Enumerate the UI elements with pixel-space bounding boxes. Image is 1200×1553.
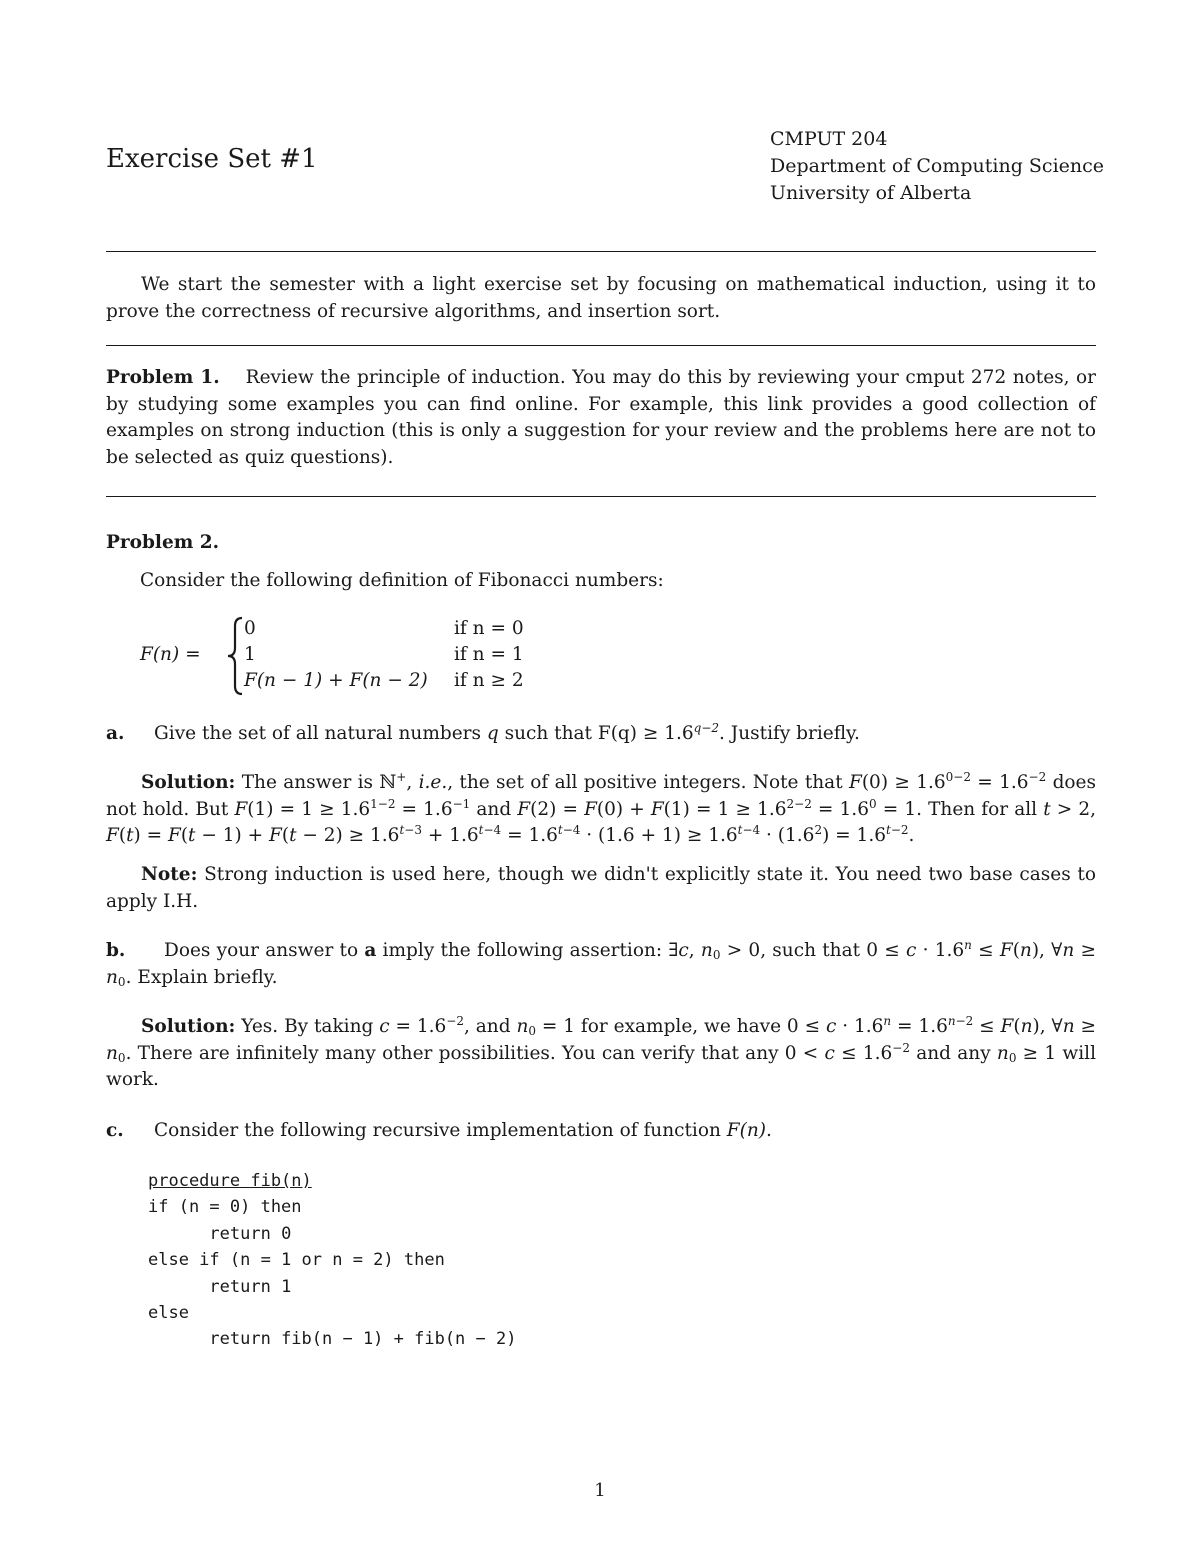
fibonacci-definition xyxy=(140,614,560,694)
part-a-label: a. xyxy=(106,723,125,744)
part-c-text-post: . xyxy=(765,1120,772,1141)
case-cond-1: if n = 1 xyxy=(454,644,524,665)
part-a-question-exp: q−2 xyxy=(693,721,720,735)
problem-1 xyxy=(106,365,1096,471)
part-c-label: c. xyxy=(106,1120,124,1141)
pseudocode-block xyxy=(148,1168,516,1353)
part-a-note-label: Note: xyxy=(141,864,198,885)
part-a-note-text: Strong induction is used here, though we didn't explicitly state it. You need two base cases to apply I.H. xyxy=(106,864,1096,912)
part-a-question-mid: such that F(q) ≥ 1.6 xyxy=(504,723,694,744)
problem-2-label: Problem 2. xyxy=(106,532,220,553)
part-a-question-post: . Justify briefly. xyxy=(719,723,860,744)
divider-rule xyxy=(106,345,1096,346)
problem-2-heading xyxy=(106,530,1096,557)
department-name: Department of Computing Science xyxy=(770,155,1105,177)
problem-2-intro: Consider the following definition of Fibonacci numbers: xyxy=(140,570,664,591)
divider-rule xyxy=(106,251,1096,252)
course-code: CMPUT 204 xyxy=(770,128,888,150)
university-name: University of Alberta xyxy=(770,182,972,204)
case-expr-2: F(n − 1) + F(n − 2) xyxy=(244,670,428,691)
divider-rule xyxy=(106,496,1096,497)
problem-1-label: Problem 1. xyxy=(106,367,220,388)
case-expr-1: 1 xyxy=(244,644,256,665)
part-b-label: b. xyxy=(106,940,126,961)
case-cond-2: if n ≥ 2 xyxy=(454,670,524,691)
code-return-0: return 0 xyxy=(209,1223,292,1244)
part-b-solution: Solution: Yes. By taking $c = 1.6^{-2}$, and $n_0 = 1$ for example, we have $0 \le c \cdot 1.6^n = 1.6^{n-2} \le F(n)$, ∀n ≥ $n_0$. There are infinitely many other possibilities. You can verify that any $0 < c \le 1.6^{-2}$ and any $n_0 \ge 1$ will work. xyxy=(106,1014,1097,1090)
part-a-solution: Solution: The answer is ℕ+, i.e., the set of all positive integers. Note that $F(0) \ge 1.6^{0-2} = 1.6^{-2}$ does not hold. But $F(1) = 1 \ge 1.6^{1-2} = 1.6^{-1}$ and $F(2) = F(0) + F(1) = 1 \ge 1.6^{2-2} = 1.6^0 = 1$. Then for all t > 2, $F(t) = F(t - 1) + F(t - 2) \ge 1.6^{t-3} + 1.6^{t-4} = 1.6^{t-4} \cdot (1.6 + 1) \ge 1.6^{t-4} \cdot (1.6^2) = 1.6^{t-2}$. xyxy=(106,770,1097,846)
code-header: procedure fib(n) xyxy=(148,1171,312,1191)
part-a-question: a. Give the set of all natural numbers q such that $F(q) \ge 1.6^{q-2}$. Justify briefly. xyxy=(106,721,1096,748)
document-title: Exercise Set #1 xyxy=(106,144,318,174)
code-if-line: if (n = 0) then xyxy=(148,1197,302,1218)
code-return-1: return 1 xyxy=(209,1276,292,1297)
code-else-line: else xyxy=(148,1303,189,1324)
part-c-text: Consider the following recursive implementation of function xyxy=(154,1120,721,1141)
left-brace-icon xyxy=(224,616,246,696)
part-a-solution-label: Solution: xyxy=(141,772,236,793)
definition-lhs: F(n) = xyxy=(140,644,201,665)
page-number: 1 xyxy=(594,1480,606,1501)
part-a-question-pre: Give the set of all natural numbers xyxy=(154,723,481,744)
part-b-question: b. Does your answer to a imply the following assertion: ∃c, $n_0 > 0$, such that $0 \le c \cdot 1.6^n \le F(n)$, ∀n ≥ $n_0$. Explain briefly. xyxy=(106,938,1096,989)
case-expr-0: 0 xyxy=(244,618,256,639)
header-info xyxy=(770,126,1104,207)
part-c-question xyxy=(106,1118,1096,1145)
problem-1-text: Review the principle of induction. You may do this by reviewing your cmput 272 notes, or by studying some examples you can find online. For example, this link provides a good collection of examples on strong induction (this is only a suggestion for your review and the problems here are not to be selected as quiz questions). xyxy=(106,367,1097,468)
part-b-solution-label: Solution: xyxy=(141,1016,236,1037)
case-cond-0: if n = 0 xyxy=(454,618,524,639)
part-c-function: F(n) xyxy=(726,1120,766,1141)
part-a-note xyxy=(106,862,1096,915)
code-elseif-line: else if (n = 1 or n = 2) then xyxy=(148,1250,445,1271)
intro-paragraph: We start the semester with a light exercise set by focusing on mathematical induction, using it to prove the correctness of recursive algorithms, and insertion sort. xyxy=(106,274,1096,322)
code-return-recursive: return fib(n − 1) + fib(n − 2) xyxy=(209,1329,517,1350)
